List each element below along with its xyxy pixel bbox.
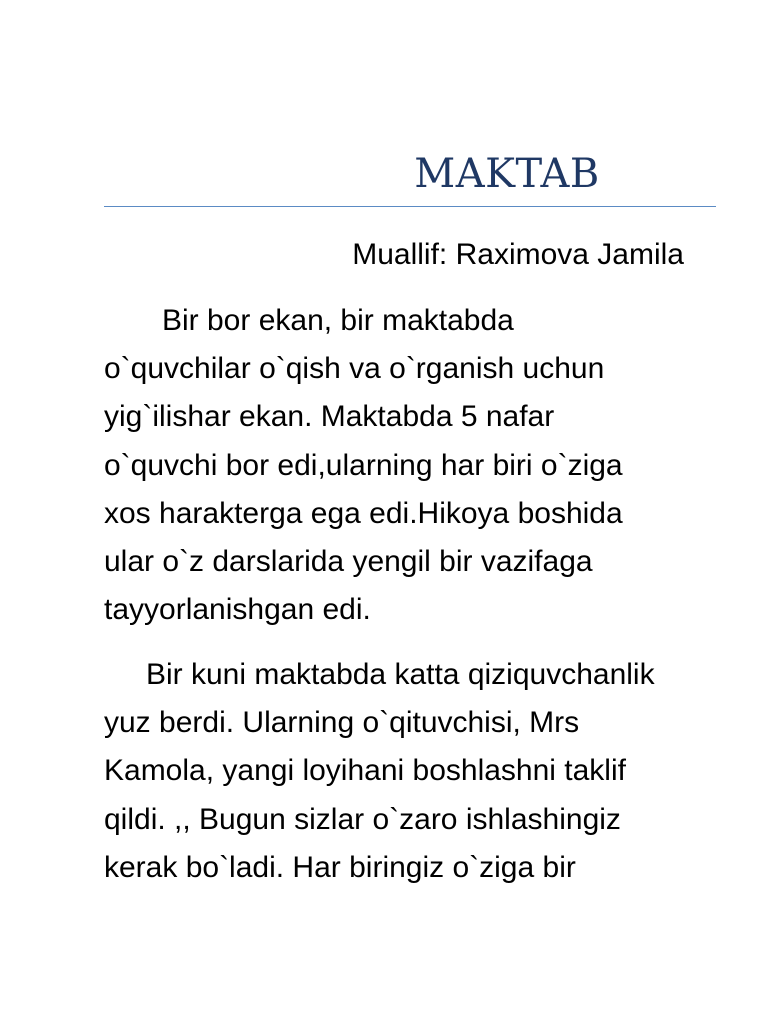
paragraph-line: o`quvchilar o`qish va o`rganish uchun: [104, 352, 605, 386]
paragraph-line: yuz berdi. Ularning o`qituvchisi, Mrs: [104, 706, 580, 740]
paragraph-line: o`quvchi bor edi,ularning har biri o`ziga: [104, 448, 623, 482]
paragraph-line: xos harakterga ega edi.Hikoya boshida: [104, 496, 623, 530]
author-line: Muallif: Raximova Jamila: [352, 238, 684, 271]
paragraph-line: kerak bo`ladi. Har biringiz o`ziga bir: [104, 850, 576, 884]
paragraph-line: qildi. ,, Bugun sizlar o`zaro ishlashingiz: [104, 802, 621, 836]
paragraph-line: ular o`z darslarida yengil bir vazifaga: [104, 545, 593, 579]
paragraph-line: Bir kuni maktabda katta qiziquvchanlik: [146, 658, 655, 691]
paragraph-line: tayyorlanishgan edi.: [104, 593, 371, 627]
paragraph-2: [104, 651, 724, 892]
title-underline: [104, 206, 716, 207]
paragraph-line: Bir bor ekan, bir maktabda: [162, 304, 514, 337]
document-title: MAKTAB: [414, 151, 600, 197]
paragraph-line: yig`ilishar ekan. Maktabda 5 nafar: [104, 400, 555, 434]
paragraph-line: Kamola, yangi loyihani boshlashni taklif: [104, 754, 626, 788]
paragraph-1: [104, 297, 724, 634]
